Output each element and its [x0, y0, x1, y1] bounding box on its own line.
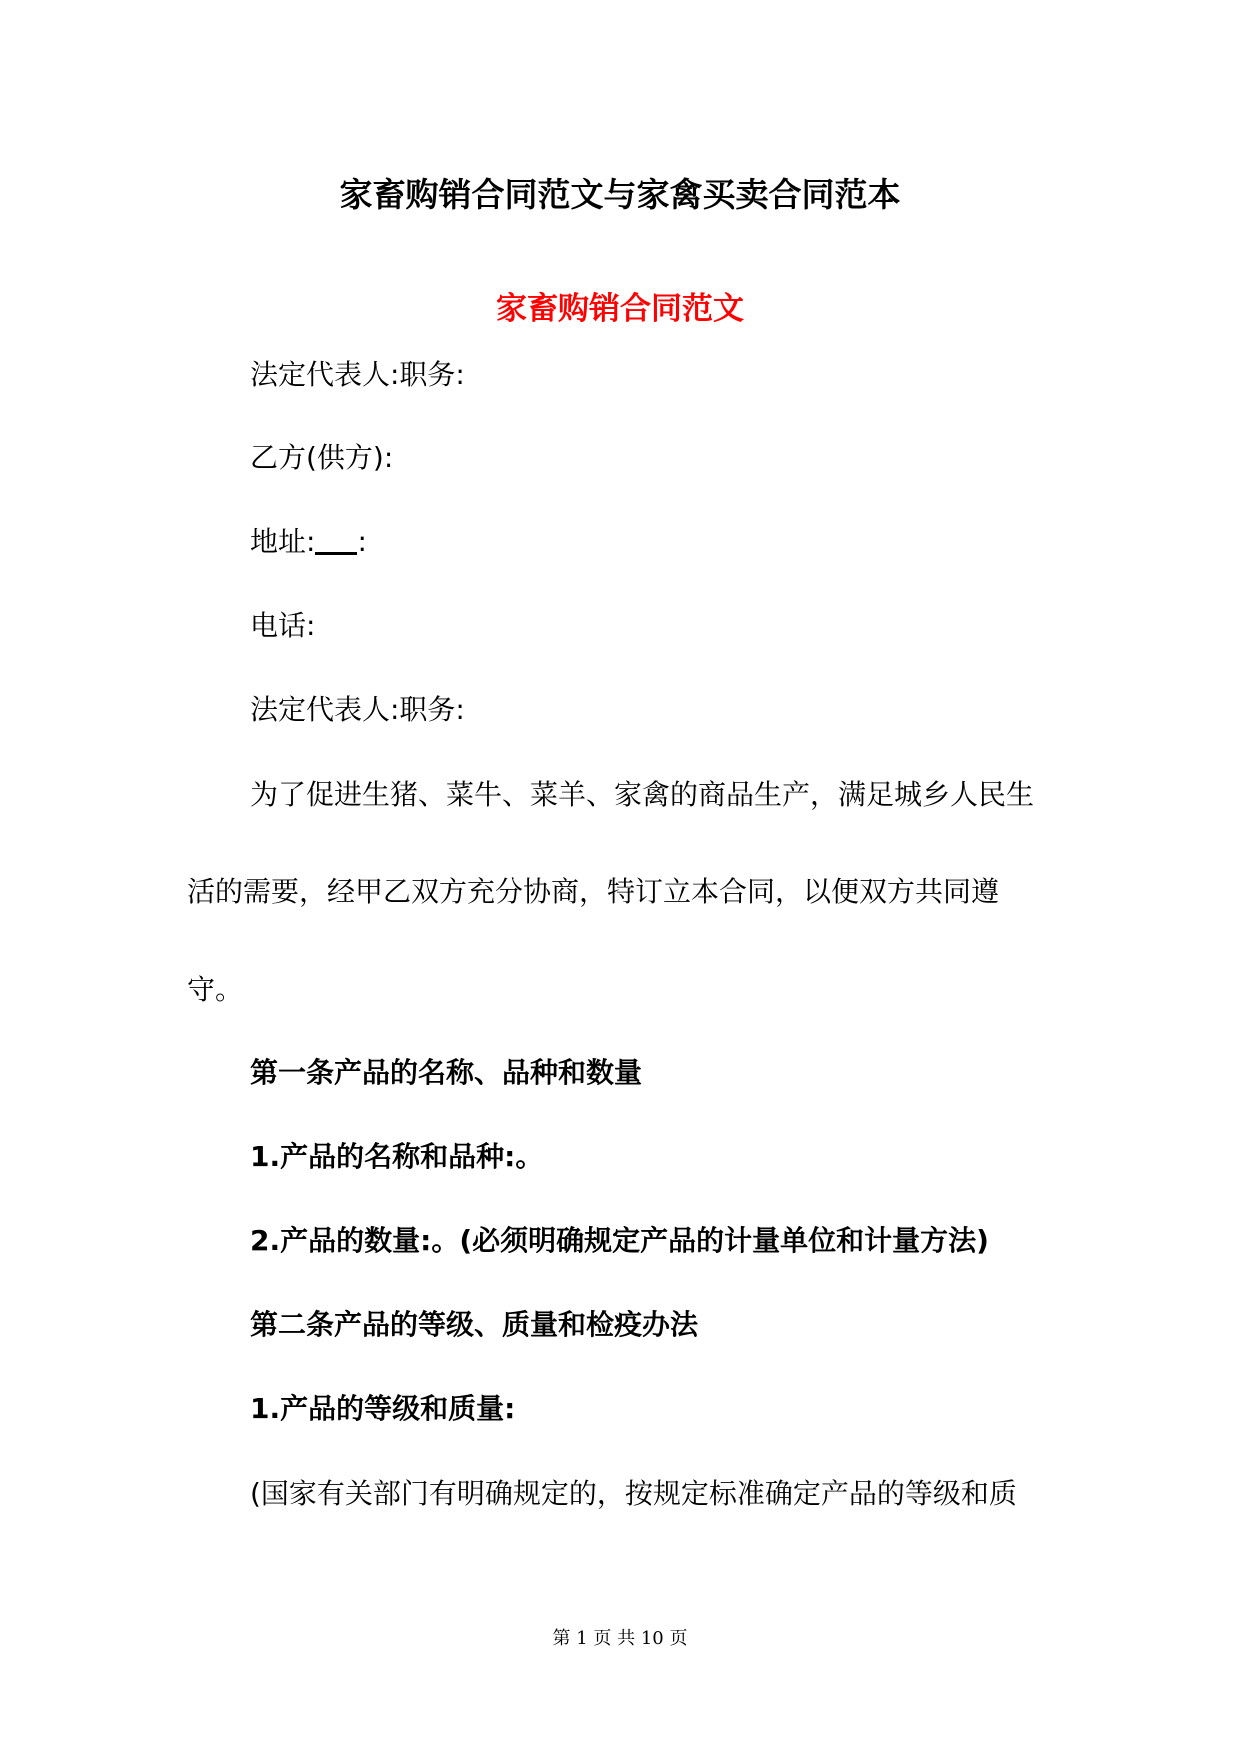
address-label: 地址: — [250, 525, 316, 558]
article-2-heading: 第二条产品的等级、质量和检疫办法 — [250, 1308, 699, 1341]
intro-paragraph-line-1: 为了促进生猪、菜牛、菜羊、家禽的商品生产，满足城乡人民生 — [250, 778, 1035, 811]
phone-line: 电话: — [250, 609, 316, 642]
article-2-item-1: 1.产品的等级和质量: — [250, 1392, 516, 1425]
intro-paragraph-line-3: 守。 — [187, 973, 244, 1006]
section-title: 家畜购销合同范文 — [496, 291, 744, 327]
party-b-line: 乙方(供方): — [250, 441, 394, 474]
intro-paragraph-line-2: 活的需要，经甲乙双方充分协商，特订立本合同，以便双方共同遵 — [187, 875, 1000, 908]
document-title: 家畜购销合同范文与家禽买卖合同范本 — [339, 175, 901, 214]
article-2-note: (国家有关部门有明确规定的，按规定标准确定产品的等级和质 — [250, 1477, 1017, 1510]
article-1-item-1: 1.产品的名称和品种:。 — [250, 1140, 544, 1173]
legal-rep-line-1: 法定代表人:职务: — [250, 358, 465, 391]
page-number-footer: 第 1 页 共 10 页 — [552, 1628, 688, 1649]
legal-rep-line-2: 法定代表人:职务: — [250, 693, 465, 726]
address-line — [250, 522, 367, 562]
address-suffix: : — [357, 525, 367, 558]
article-1-heading: 第一条产品的名称、品种和数量 — [250, 1056, 643, 1089]
address-blank — [315, 524, 357, 555]
article-1-item-2: 2.产品的数量:。(必须明确规定产品的计量单位和计量方法) — [250, 1224, 989, 1257]
